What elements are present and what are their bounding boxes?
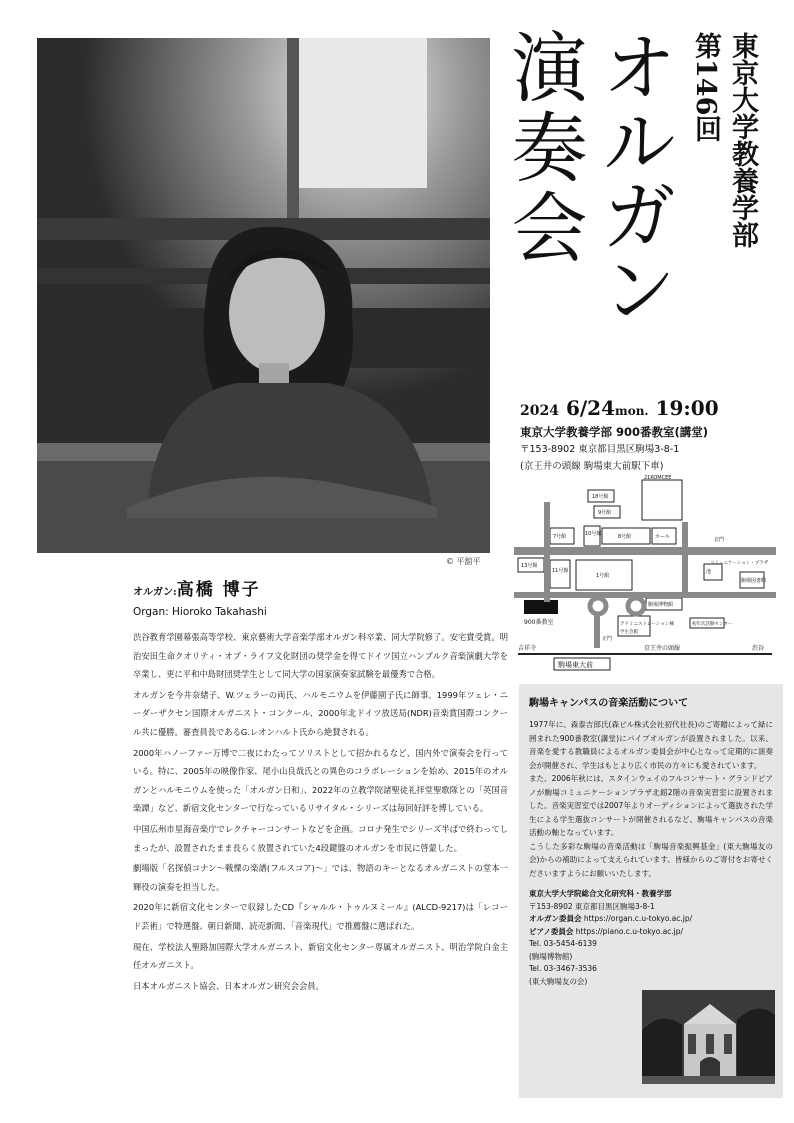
- map-label-bldg11: 11号館: [552, 568, 569, 574]
- panel-paragraph: また、2006年秋には、スタインウェイのフルコンサート・グランドピアノが駒場コミュニケーションプラザ北館2階の音楽実習室に設置されました。音楽実習室では2007年よりオーディションによって選抜された学生による学生選抜コンサートが開催されるなど、駒場キャンパスの音楽活動の軸となっています。: [529, 774, 773, 837]
- panel-paragraph: こうした多彩な駒場の音楽活動は「駒場音楽振興基金」(東大駒場友の会)からの補助によって支えられています。皆様からのご寄付をお寄せくださいますようにお願いいたします。: [529, 841, 773, 878]
- panel-heading: 駒場キャンパスの音楽活動について: [529, 698, 689, 709]
- map-label-commplaza: コミュニケーション・プラザ: [710, 561, 769, 566]
- map-label-seimon: 正門: [602, 636, 613, 642]
- map-label-hall: ホール: [655, 534, 670, 540]
- piano-committee-label: ピアノ委員会: [529, 926, 574, 936]
- photo-credit: © 平舘平: [446, 557, 481, 566]
- organ-committee-link[interactable]: https://organ.c.u-tokyo.ac.jp/: [583, 914, 693, 923]
- map-label-bldg8: 8号館: [618, 534, 632, 540]
- map-label-bldg18: 18号館: [592, 494, 609, 500]
- contact-info: [529, 888, 773, 988]
- bio-paragraph: 劇場版「名探偵コナン〜戦慄の楽譜(フルスコア)〜」では、物語のキーとなるオルガニストの堂本一輝役の演奏を担当した。: [133, 863, 508, 892]
- title-edition: 第146回: [690, 32, 721, 143]
- map-label-bldg10: 10号館: [585, 531, 602, 537]
- performer-name-en: Organ: Hioroko Takahashi: [133, 606, 267, 618]
- map-label-komcee: 21KOMCEE: [644, 475, 672, 481]
- map-label-kitamon: 北門: [714, 537, 725, 543]
- bio-paragraph: 渋谷教育学園幕張高等学校、東京藝術大学音楽学部オルガン科卒業、同大学院修了。安宅賞受賞。明治安田生命クオリティ・オブ・ライフ文化財団の奨学金を得てドイツ国立ハンブルク音楽演劇大学を卒業し、更に平和中島財団奨学生として同大学の国家演奏家試験を最優秀で合格。: [133, 632, 508, 680]
- performer-heading: [133, 575, 508, 600]
- title-university: 東京大学教養学部: [727, 32, 758, 248]
- map-hall900: [524, 600, 558, 614]
- map-label-line: 京王井の頭線: [644, 645, 681, 652]
- map-road-west: [544, 502, 550, 602]
- map-road-south: [514, 592, 776, 598]
- event-time: 19:00: [655, 396, 719, 420]
- map-road-north: [514, 547, 776, 555]
- contact-tel2-note: (東大駒場友の会): [529, 976, 588, 986]
- performer-name: 高橋 博子: [176, 580, 261, 600]
- contact-tel1-note: (駒場博物館): [529, 951, 573, 961]
- map-roundabout-1: [590, 598, 606, 614]
- map-bldg11: [550, 560, 570, 588]
- map-label-pond: 池: [706, 569, 712, 575]
- bio-paragraph: 2020年に新宿文化センターで収録したCD『シャルル・トゥルヌミール』(ALCD-9217)は「レコード芸術」で特選盤、朝日新聞、読売新聞、「音楽現代」で推薦盤に選ばれた。: [133, 902, 508, 931]
- title-concert: 演奏会: [499, 28, 588, 268]
- map-road-east: [682, 522, 688, 598]
- event-year: 2024: [520, 403, 559, 419]
- bio-paragraph: 中国広州市星海音楽庁でレクチャーコンサートなどを企画。コロナ発生でシリーズ半ばで終わってしまったが、設置されたまま長らく放置されていた4段鍵盤のオルガンを市民に啓蒙した。: [133, 823, 508, 853]
- event-info: [520, 396, 780, 474]
- contact-org: 東京大学大学院総合文化研究科・教養学部: [529, 889, 672, 898]
- map-road-gate: [594, 612, 600, 648]
- event-address: 〒153-8902 東京都目黒区駒場3-8-1: [520, 444, 680, 455]
- performer-role: オルガン:: [133, 587, 177, 598]
- map-label-bldg7: 7号館: [553, 534, 567, 540]
- event-access: (京王井の頭線 駒場東大前駅下車): [520, 461, 664, 472]
- map-label-bldg9: 9号館: [598, 510, 612, 516]
- map-label-student: 学生会館: [620, 630, 638, 635]
- map-roundabout-2: [628, 598, 644, 614]
- campus-map: [514, 472, 776, 672]
- map-label-admin: アドミニストレーション棟: [620, 622, 674, 627]
- contact-tel2: Tel. 03-3467-3536: [529, 964, 597, 973]
- bio-paragraph: 2000年ハノーファー万博で二夜にわたってソリストとして招かれるなど、国内外で演奏会を行っている。特に、2005年の映像作家、尾小山良哉氏との異色のコラボレーションを始め、2015年のオルガンとハルモニウムを使った「オルガン日和」、2022年の立教学院諸聖徒礼拝堂聖歌隊との「英国音楽譚」など、新宿文化センターで行なっているリサイタル・シリーズは毎回好評を博している。: [133, 747, 508, 814]
- hall-photo: [642, 990, 775, 1084]
- performer-bio: [133, 575, 508, 997]
- map-label-library: 駒場図書館: [741, 578, 767, 584]
- contact-address: 〒153-8902 東京都目黒区駒場3-8-1: [529, 901, 655, 911]
- map-label-museum: 駒場博物館: [648, 602, 674, 608]
- event-datetime: [520, 396, 780, 420]
- map-label-bldg1: 1号館: [596, 573, 610, 579]
- bio-paragraph: オルガンを今井奈緒子、W.ツェラーの両氏、ハルモニウムを伊藤園子氏に師事。1999年ツェレ・ニーダーザクセン国際オルガニスト・コンクール、2000年北ドイツ放送局(NDR)音楽賞国際コンクール共に優勝。審査員長であるG.レオンハルト氏から絶賛される。: [133, 689, 508, 737]
- piano-committee-link[interactable]: https://piano.c.u-tokyo.ac.jp/: [575, 926, 684, 936]
- map-label-kyoutsuu: 初年次活動センター: [692, 622, 733, 627]
- performer-photo: [37, 38, 490, 553]
- map-label-bldg13: 13号館: [521, 563, 538, 569]
- map-label-station: 駒場東大前: [558, 661, 593, 669]
- map-komcee: [642, 480, 682, 520]
- bio-paragraph: 日本オルガニスト協会、日本オルガン研究会会員。: [133, 980, 324, 991]
- event-weekday: mon.: [615, 404, 649, 418]
- bio-paragraph: 現在、学校法人聖路加国際大学オルガニスト、新宿文化センター専属オルガニスト、明治学院白金主任オルガニスト。: [133, 941, 508, 971]
- map-label-hall900: 900番教室: [524, 619, 554, 626]
- event-date: 6/24: [565, 396, 615, 420]
- title-organ: オルガン: [589, 28, 678, 324]
- music-activity-panel: [519, 684, 783, 1098]
- contact-tel1: Tel. 03-5454-6139: [529, 939, 597, 948]
- panel-paragraph: 1977年に、森泰吉郎氏(森ビル株式会社初代社長)のご寄贈によって緑に囲まれた900番教室(講堂)にパイプオルガンが設置されました。以来、音楽を愛する教職員によるオルガン委員会が中心となって定期的に演奏会が開催され、学生はもとより広く市民の方々にも愛されています。: [529, 720, 773, 770]
- event-venue: 東京大学教養学部 900番教室(講堂): [520, 425, 709, 439]
- organ-committee-label: オルガン委員会: [529, 914, 582, 923]
- map-label-kichijoji: 吉祥寺: [518, 645, 537, 652]
- map-label-shibuya: 渋谷: [752, 645, 765, 652]
